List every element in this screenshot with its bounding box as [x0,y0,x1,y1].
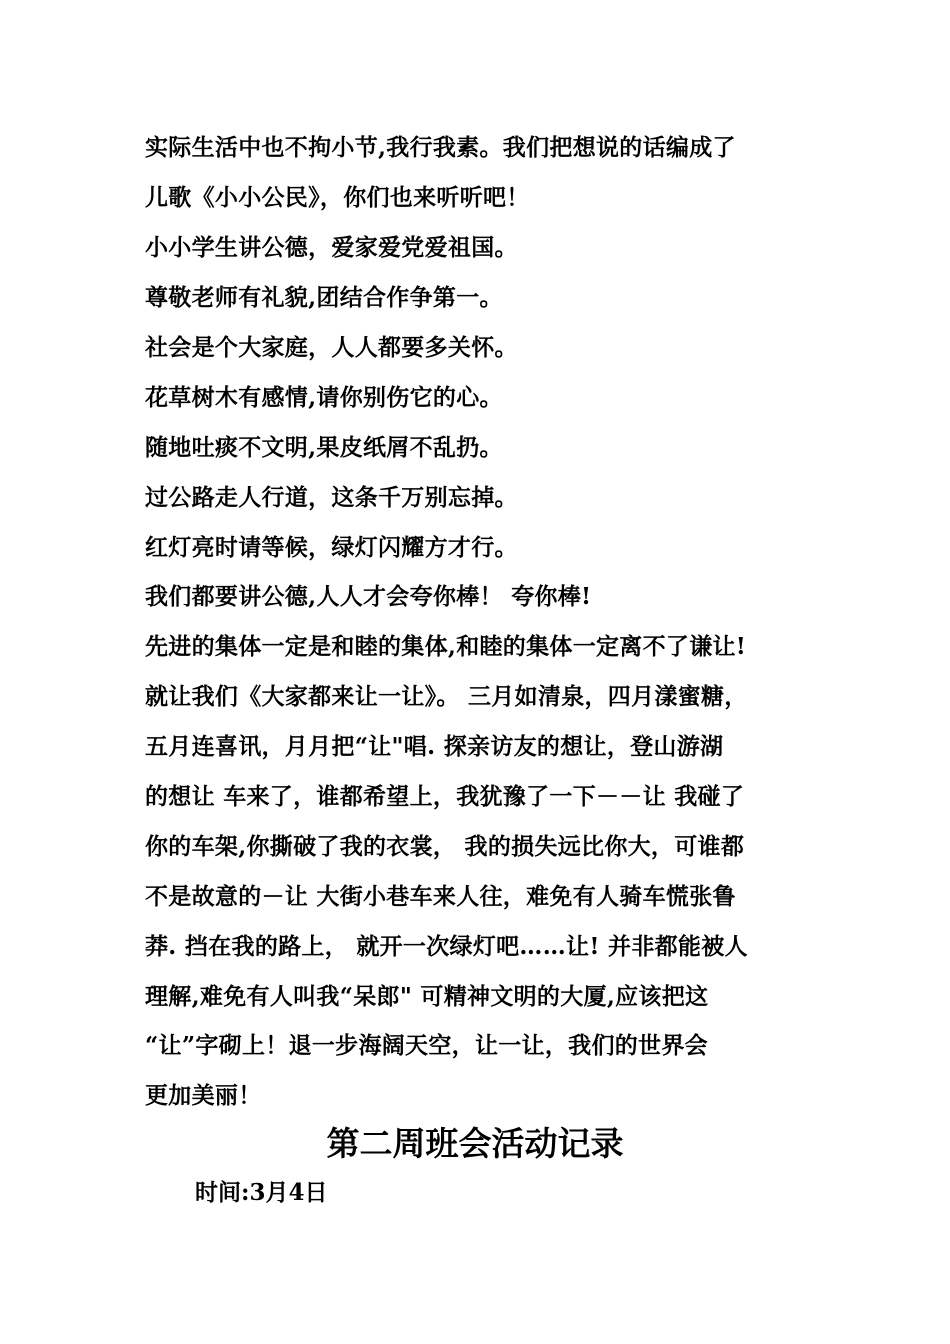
meeting-time: 时间:3月4日 [195,1179,328,1206]
body-line: 不是故意的－让 大街小巷车来人往，难免有人骑车慌张鲁 [145,883,736,910]
body-line: 过公路走人行道，这条千万别忘掉。 [145,484,518,511]
body-line: 就让我们《大家都来让一让》。 三月如清泉，四月漾蜜糖， [145,683,748,710]
body-line: 红灯亮时请等候，绿灯闪耀方才行。 [145,534,518,561]
body-line: 的想让 车来了，谁都希望上，我犹豫了一下－－让 我碰了 [145,783,745,810]
body-line: 我们都要讲公德,人人才会夸你棒！ 夸你棒! [145,583,592,610]
body-line: 莽. 挡在我的路上， 就开一次绿灯吧……让! 并非都能被人 [145,933,748,960]
body-line: 社会是个大家庭，人人都要多关怀。 [145,334,518,361]
body-line: 你的车架,你撕破了我的衣裳， 我的损失远比你大，可谁都 [145,833,745,860]
body-line: 尊敬老师有礼貌,团结合作争第一。 [145,284,503,311]
body-line: 理解,难免有人叫我“呆郎" 可精神文明的大厦,应该把这 [145,983,709,1010]
body-line: 更加美丽！ [145,1082,262,1109]
body-line: 花草树木有感情,请你别伤它的心。 [145,384,503,411]
body-line: 小小学生讲公德，爱家爱党爱祖国。 [145,234,518,261]
body-line: “让”字砌上！退一步海阔天空，让一让，我们的世界会 [145,1032,708,1059]
body-line: 五月连喜讯，月月把“让"唱. 探亲访友的想让，登山游湖 [145,733,724,760]
body-line: 随地吐痰不文明,果皮纸屑不乱扔。 [145,434,503,461]
section-heading: 第二周班会活动记录 [326,1124,624,1163]
body-line: 儿歌《小小公民》，你们也来听听吧！ [145,184,530,211]
body-line: 先进的集体一定是和睦的集体,和睦的集体一定离不了谦让! [145,633,747,660]
body-line: 实际生活中也不拘小节,我行我素。我们把想说的话编成了 [145,134,736,161]
